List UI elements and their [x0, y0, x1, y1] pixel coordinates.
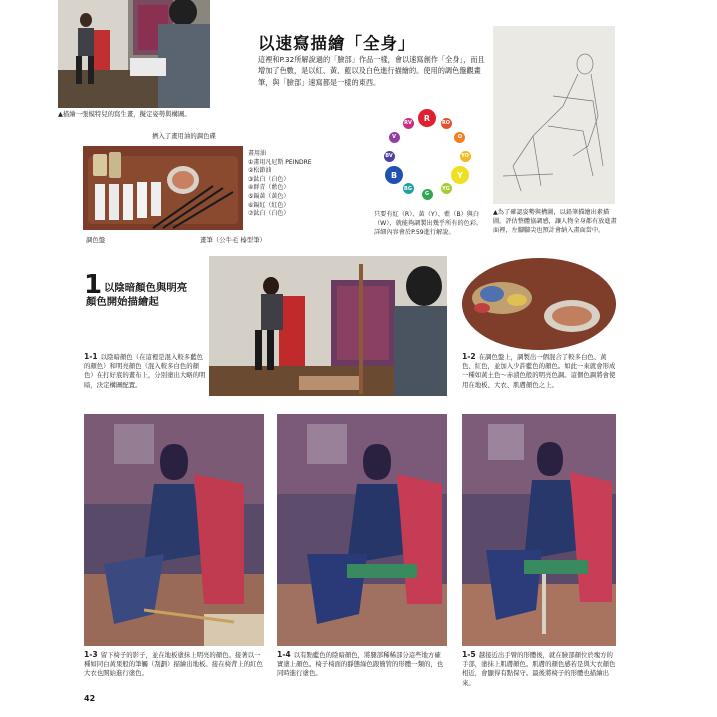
supplies-list-title: 畫用油 [248, 150, 267, 157]
caption-1-1-text: 以陰暗顏色（在這裡是混入較多藍色的顏色）和明亮顏色（混入較多白色的顏色）在打好底的畫布上，分別塗出大略的明暗，決定構圖配置。 [84, 353, 206, 389]
sketch-caption: ▲為了確認姿勢與構圖，以鉛筆描繪出素描圖。評估整體協調感，讓人物全身都有放進畫面裡，左腳腳尖也預計會納入畫面當中。 [493, 209, 617, 234]
supplies-photo [83, 146, 243, 230]
color-wheel-swatch-v: V [389, 132, 400, 143]
supplies-item: ③鈦白（白色） [248, 175, 290, 183]
supplies-item: ②松節油 [248, 167, 272, 175]
painting-step-1-3 [84, 414, 264, 646]
caption-1-2 [462, 352, 618, 390]
caption-1-2-number: 1-2 [462, 352, 476, 361]
supplies-item: ⑥鎘紅（紅色） [248, 201, 290, 209]
studio-photo-top [58, 0, 210, 108]
supplies-item: ①畫用凡尼斯 PEINDRE [248, 158, 312, 166]
color-wheel-swatch-r: R [418, 109, 436, 127]
supplies-item: ⑤鎘黃（黃色） [248, 192, 290, 200]
brush-label: 畫筆（公牛毛 榛型筆） [200, 236, 266, 244]
page-number: 42 [84, 694, 96, 703]
caption-1-4-text: 以有點藍色的陰暗顏色，將腿部稀稀部分這些地方確實塗上顏色。椅子椅面的靜態綠色跟簡管的形體一類的，也同時進行塗色。 [277, 651, 444, 678]
supplies-item: ⑦鈦白（白色） [248, 210, 290, 218]
caption-1-1 [84, 352, 206, 390]
color-wheel-swatch-bg: BG [403, 183, 414, 194]
caption-1-4-number: 1-4 [277, 650, 291, 659]
studio-photo-middle [209, 256, 447, 396]
color-wheel-swatch-yo: YO [460, 151, 471, 162]
color-wheel-swatch-ro: RO [441, 118, 452, 129]
page-title: 以速寫描繪「全身」 [258, 34, 416, 53]
caption-1-4 [277, 650, 447, 679]
step-1-title [86, 281, 188, 309]
color-wheel-swatch-o: O [454, 132, 465, 143]
color-wheel-swatch-g: G [422, 189, 433, 200]
color-wheel [374, 106, 480, 208]
painting-step-1-5 [462, 414, 616, 646]
palette-label: 調色盤 [86, 236, 106, 244]
caption-1-3 [84, 650, 264, 679]
color-wheel-swatch-b: B [385, 166, 403, 184]
caption-1-5 [462, 650, 618, 688]
color-wheel-swatch-bv: BV [384, 151, 395, 162]
step-1-title-line1: 以陰暗顏色與明亮 [104, 282, 188, 294]
color-wheel-swatch-yg: YG [441, 183, 452, 194]
step-1-title-line2: 顏色開始描繪起 [86, 296, 159, 308]
caption-1-5-text: 越接近出手臂的形體後，就在臉部顏位於塊方的手部，塗抹上肌膚顏色。肌膚的顏色感若是與大衣顏色相近，會顯得有點保守。最後將椅子的形體也描繪出來。 [462, 651, 616, 687]
palette-closeup-photo [462, 258, 616, 350]
supplies-item: ④群青（藍色） [248, 184, 290, 192]
painting-step-1-4 [277, 414, 447, 646]
supplies-list [248, 150, 338, 219]
intro-text: 這裡和P.32所解說過的「臉部」作品一樣，會以速寫創作「全身」，而且增加了色數，是以紅、黃、藍以及白色進行描繪的。使用的調色盤觀畫筆，與「臉部」速寫都是一樣的東西。 [258, 55, 485, 87]
caption-1-3-number: 1-3 [84, 650, 98, 659]
caption-1-5-number: 1-5 [462, 650, 476, 659]
palette-with-paint-label: 擠入了畫用油的調色碟 [152, 132, 216, 140]
pencil-sketch [493, 26, 615, 204]
step-1-number: 1 [84, 270, 103, 300]
caption-1-1-number: 1-1 [84, 352, 98, 361]
caption-1-3-text: 留下椅子的影子，並在地板塗抹上明亮的顏色。接著以一種如同白黃果般的筆觸（刮劃）描繪出地板。接在椅背上的紅色大衣也開始進行塗色。 [84, 651, 263, 678]
color-wheel-swatch-rv: RV [403, 118, 414, 129]
color-wheel-caption: 只要有紅（R）、黃（Y）、藍（B）與白（W），就能夠調製出幾乎所有的色彩。詳細內容會於P.59進行解說。 [374, 211, 483, 236]
caption-1-2-text: 在調色盤上，調製出一個混合了較多白色、黃色、紅色，並加入少許藍色的顏色。如此一來就會形成一種如黃土色～赤漬色般的明亮色調。這個色調將會使用在地板、大衣、肌膚顏色之上。 [462, 353, 616, 389]
color-wheel-swatch-y: Y [451, 166, 469, 184]
top-left-caption: ▲描繪一張模特兒的寫生畫，擬定姿勢與構圖。 [58, 110, 191, 118]
